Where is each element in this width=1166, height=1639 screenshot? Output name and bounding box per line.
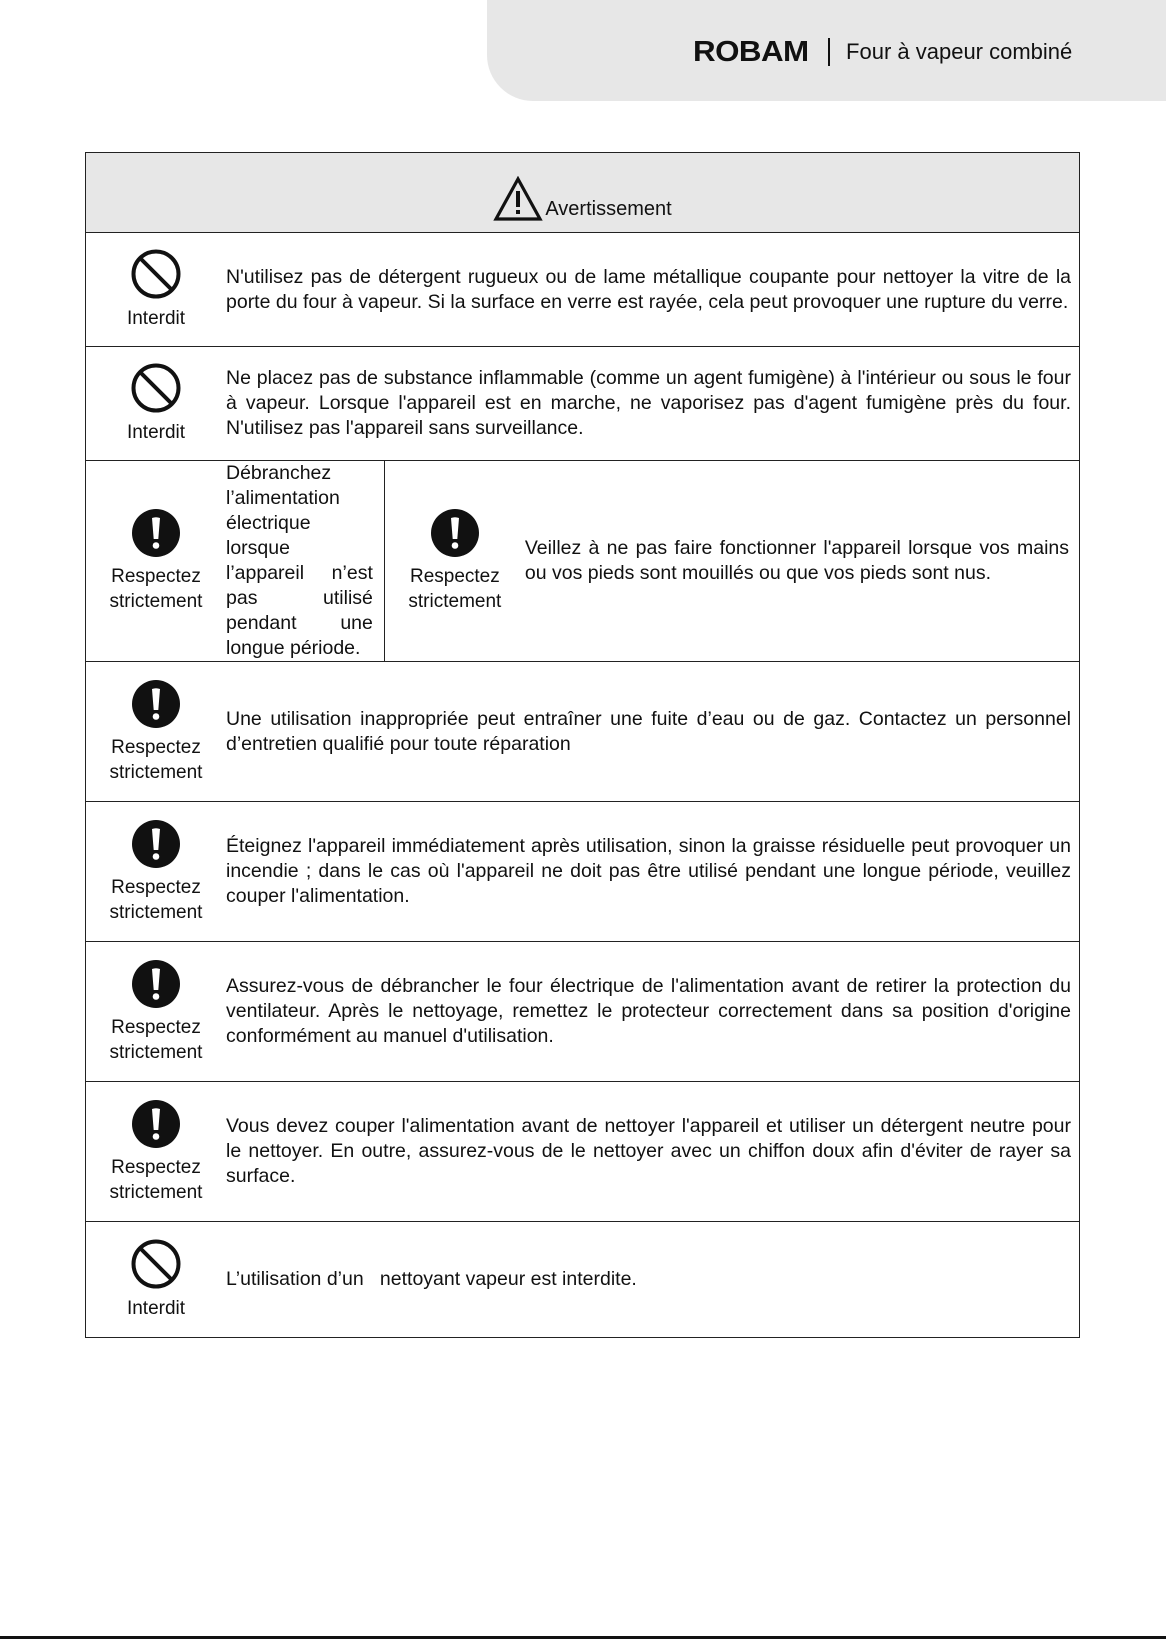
row-text: Veillez à ne pas faire fonctionner l'appareil lorsque vos mains ou vos pieds sont mouillés ou que vos pieds sont nus. [524,537,1069,584]
brand-header [693,35,1072,69]
row-text: Vous devez couper l'alimentation avant de nettoyer l'appareil et utiliser un détergent neutre pour le nettoyer. En outre, assurez-vous de le nettoyer avec un chiffon doux afin d'éviter de rayer sa surface. [226,1115,1071,1187]
warning-title: Avertissement [545,198,672,220]
row-label: Respectez strictement [408,566,502,612]
row-label: Interdit [126,308,186,329]
product-name: Four à vapeur combiné [846,39,1073,64]
split-right [385,461,1079,661]
row-label: Respectez strictement [109,1016,203,1063]
row-label: Respectez strictement [109,1156,203,1203]
brand-separator [828,38,830,66]
row-text: Assurez-vous de débrancher le four électrique de l'alimentation avant de retirer la protection du ventilateur. Après le nettoyage, remettez le protecteur correctement dans sa position d'origine conformément au manuel d'utilisation. [226,975,1071,1047]
warning-row [86,347,1080,461]
warning-table [85,152,1080,1338]
row-label: Interdit [126,1298,186,1319]
row-text: Une utilisation inappropriée peut entraîner une fuite d’eau ou de gaz. Contactez un personnel d’entretien qualifié pour toute réparation [226,707,1071,755]
warning-row [86,662,1080,802]
warning-row [86,233,1080,347]
warning-row [86,1222,1080,1338]
row-label: Interdit [126,422,186,443]
warning-row-split [86,461,1080,662]
mandatory-exclamation-icon [131,959,181,1009]
warning-row [86,802,1080,942]
prohibition-icon [130,362,182,414]
row-text: Ne placez pas de substance inflammable (comme un agent fumigène) à l'intérieur ou sous le four à vapeur. Lorsque l'appareil est en marche, ne vaporisez pas d'agent fumigène près du four. N'utilisez pas l'appareil sans surveillance. [226,367,1071,439]
row-label: Respectez strictement [109,566,203,612]
prohibition-icon [130,1238,182,1290]
warning-row [86,1082,1080,1222]
row-label: Respectez strictement [109,736,203,783]
row-label: Respectez strictement [109,876,203,923]
warning-row [86,942,1080,1082]
mandatory-exclamation-icon [430,508,480,558]
row-text: Éteignez l'appareil immédiatement après utilisation, sinon la graisse résiduelle peut provoquer un incendie ; dans le cas où l'appareil ne doit pas être utilisé pendant une longue période, veuillez couper l'alimentation. [226,835,1071,907]
row-text: Débranchez l’alimentation électrique lorsque l’appareil n’est pas utilisé pendant une longue période. [226,462,373,659]
mandatory-exclamation-icon [131,508,181,558]
mandatory-exclamation-icon [131,679,181,729]
prohibition-icon [130,248,182,300]
warning-triangle-icon [493,176,543,222]
mandatory-exclamation-icon [131,819,181,869]
row-text: L’utilisation d’un nettoyant vapeur est interdite. [226,1268,637,1290]
split-left [86,461,385,661]
row-text: N'utilisez pas de détergent rugueux ou de lame métallique coupante pour nettoyer la vitre de la porte du four à vapeur. Si la surface en verre est rayée, cela peut provoquer une rupture du verre. [226,265,1071,313]
mandatory-exclamation-icon [131,1099,181,1149]
warning-title-cell [86,153,1080,233]
brand-logo: ROBAM [693,35,809,68]
